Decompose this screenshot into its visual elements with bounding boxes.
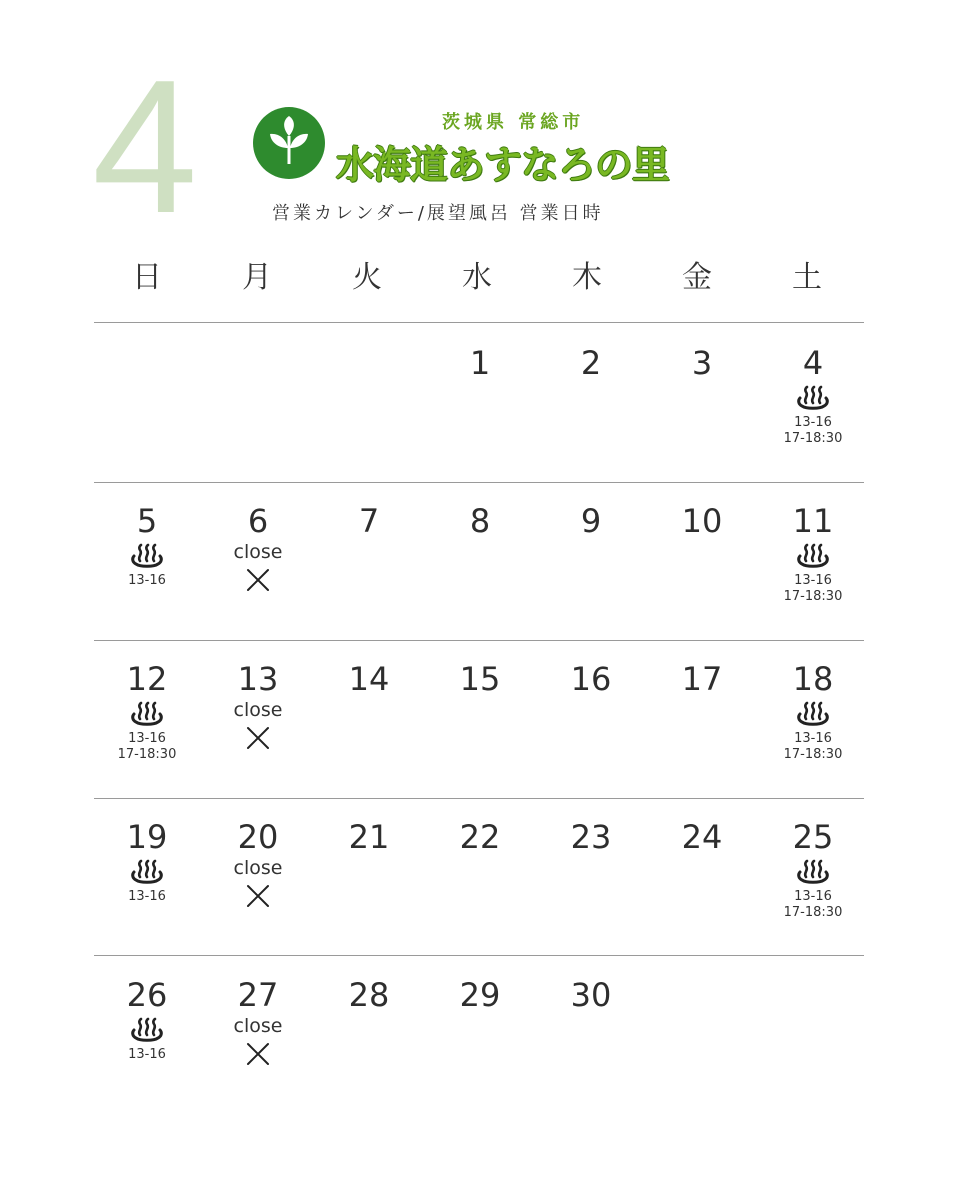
calendar-day-cell <box>92 639 202 797</box>
weekday-thu: 木 <box>572 260 602 295</box>
calendar-day-cell <box>203 323 313 481</box>
day-number: 5 <box>136 502 158 540</box>
day-number: 30 <box>570 976 612 1014</box>
calendar-day-cell <box>425 323 535 481</box>
hot-spring-icon <box>129 859 165 887</box>
day-number: 27 <box>237 976 279 1014</box>
calendar-day-cell <box>314 955 424 1113</box>
closed-label: close <box>233 541 283 563</box>
calendar-day-cell <box>536 323 646 481</box>
calendar-day-cell <box>647 323 757 481</box>
calendar-day-cell <box>92 797 202 955</box>
weekday-sat: 土 <box>792 260 822 295</box>
page-subtitle: 営業カレンダー/展望風呂 営業日時 <box>272 203 604 224</box>
day-number: 8 <box>469 502 491 540</box>
calendar-day-cell <box>203 955 313 1113</box>
closed-label: close <box>233 1015 283 1037</box>
day-number: 17 <box>681 660 723 698</box>
day-number: 20 <box>237 818 279 856</box>
opening-hours: 13-16 <box>128 573 166 588</box>
logo <box>252 106 712 186</box>
calendar-day-cell <box>425 955 535 1113</box>
day-number: 14 <box>348 660 390 698</box>
day-number: 3 <box>691 344 713 382</box>
calendar-day-cell <box>758 955 868 1113</box>
x-mark-icon <box>245 567 271 593</box>
calendar-day-cell <box>314 797 424 955</box>
calendar-day-cell <box>92 955 202 1113</box>
calendar-day-cell <box>758 323 868 481</box>
calendar-day-cell <box>758 481 868 639</box>
calendar-day-cell <box>758 797 868 955</box>
opening-hours: 13-16 <box>794 415 832 430</box>
day-number: 13 <box>237 660 279 698</box>
calendar-day-cell <box>536 481 646 639</box>
opening-hours: 17-18:30 <box>117 747 177 762</box>
day-number: 18 <box>792 660 834 698</box>
opening-hours: 17-18:30 <box>783 747 843 762</box>
day-number: 2 <box>580 344 602 382</box>
day-number: 22 <box>459 818 501 856</box>
opening-hours: 13-16 <box>128 889 166 904</box>
day-number: 12 <box>126 660 168 698</box>
day-number: 26 <box>126 976 168 1014</box>
closed-label: close <box>233 857 283 879</box>
x-mark-icon <box>245 1041 271 1067</box>
calendar-day-cell <box>203 797 313 955</box>
day-number: 9 <box>580 502 602 540</box>
hot-spring-icon <box>795 859 831 887</box>
prefecture-label: 茨城県 常総市 <box>442 112 585 133</box>
weekday-sun: 日 <box>132 260 162 295</box>
day-number: 11 <box>792 502 834 540</box>
calendar-day-cell <box>92 323 202 481</box>
calendar-day-cell <box>314 323 424 481</box>
calendar-day-cell <box>92 481 202 639</box>
leaf-logo-icon <box>252 106 326 180</box>
day-number: 15 <box>459 660 501 698</box>
closed-label: close <box>233 699 283 721</box>
day-number: 4 <box>802 344 824 382</box>
opening-hours: 13-16 <box>128 1047 166 1062</box>
calendar-day-cell <box>314 481 424 639</box>
opening-hours: 17-18:30 <box>783 431 843 446</box>
hot-spring-icon <box>795 543 831 571</box>
hot-spring-icon <box>129 701 165 729</box>
hot-spring-icon <box>795 701 831 729</box>
day-number: 7 <box>358 502 380 540</box>
weekday-header <box>92 252 862 302</box>
day-number: 23 <box>570 818 612 856</box>
opening-hours: 13-16 <box>794 889 832 904</box>
brand-name: 水海道あすなろの里 <box>336 143 670 187</box>
weekday-fri: 金 <box>682 260 712 295</box>
calendar-day-cell <box>647 481 757 639</box>
calendar-day-cell <box>647 797 757 955</box>
calendar-day-cell <box>758 639 868 797</box>
opening-hours: 13-16 <box>128 731 166 746</box>
calendar-day-cell <box>425 639 535 797</box>
opening-hours: 13-16 <box>794 573 832 588</box>
opening-hours: 17-18:30 <box>783 589 843 604</box>
hot-spring-icon <box>795 385 831 413</box>
day-number: 28 <box>348 976 390 1014</box>
calendar-day-cell <box>425 797 535 955</box>
day-number: 25 <box>792 818 834 856</box>
calendar-day-cell <box>203 639 313 797</box>
day-number: 19 <box>126 818 168 856</box>
weekday-tue: 火 <box>352 260 382 295</box>
day-number: 6 <box>247 502 269 540</box>
day-number: 10 <box>681 502 723 540</box>
calendar-day-cell <box>536 955 646 1113</box>
calendar-day-cell <box>536 639 646 797</box>
month-number: 4 <box>92 41 198 253</box>
day-number: 29 <box>459 976 501 1014</box>
opening-hours: 17-18:30 <box>783 905 843 920</box>
calendar-day-cell <box>647 639 757 797</box>
day-number: 24 <box>681 818 723 856</box>
x-mark-icon <box>245 883 271 909</box>
day-number: 1 <box>469 344 491 382</box>
calendar-day-cell <box>536 797 646 955</box>
day-number: 21 <box>348 818 390 856</box>
x-mark-icon <box>245 725 271 751</box>
calendar-day-cell <box>425 481 535 639</box>
calendar-day-cell <box>203 481 313 639</box>
hot-spring-icon <box>129 1017 165 1045</box>
opening-hours: 13-16 <box>794 731 832 746</box>
calendar-day-cell <box>314 639 424 797</box>
weekday-mon: 月 <box>242 260 272 295</box>
hot-spring-icon <box>129 543 165 571</box>
weekday-wed: 水 <box>462 260 492 295</box>
day-number: 16 <box>570 660 612 698</box>
calendar-day-cell <box>647 955 757 1113</box>
